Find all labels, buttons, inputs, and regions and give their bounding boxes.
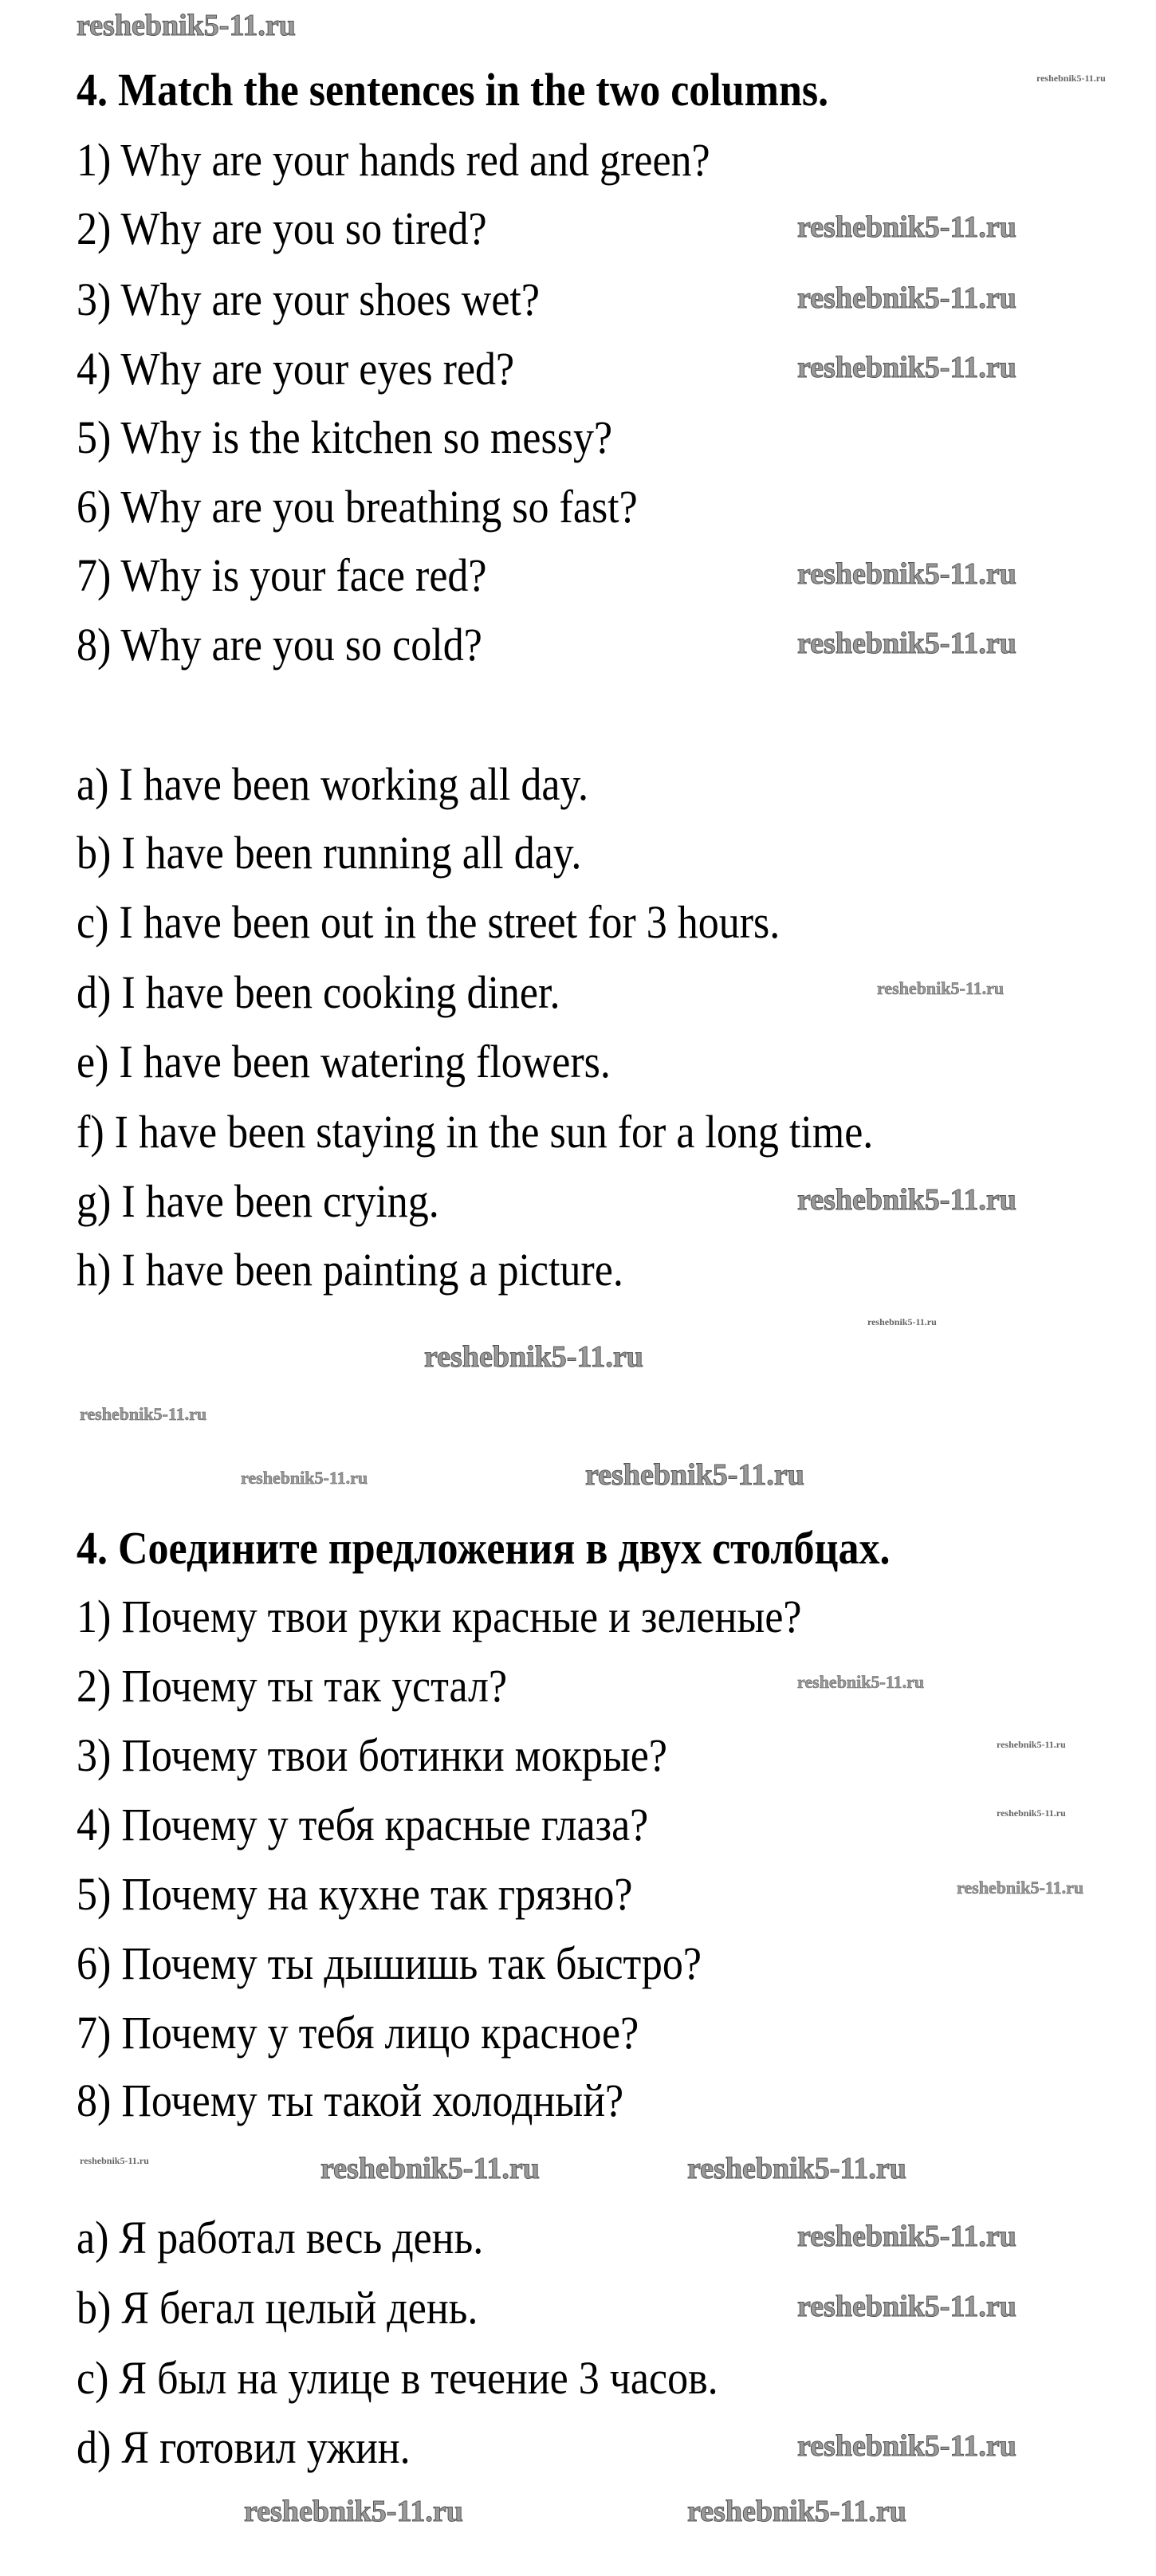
answer-g: g) I have been crying. (77, 1176, 439, 1228)
watermark: reshebnik5-11.ru (867, 1316, 937, 1327)
question-ru-8: 8) Почему ты такой холодный? (77, 2075, 624, 2127)
question-ru-4: 4) Почему у тебя красные глаза? (77, 1799, 649, 1851)
question-ru-5: 5) Почему на кухне так грязно? (77, 1869, 633, 1921)
question-ru-1: 1) Почему твои руки красные и зеленые? (77, 1591, 802, 1643)
watermark: reshebnik5-11.ru (585, 1458, 804, 1492)
watermark: reshebnik5-11.ru (877, 978, 1005, 998)
question-7: 7) Why is your face red? (77, 550, 487, 602)
question-8: 8) Why are you so cold? (77, 619, 482, 671)
answer-d: d) I have been cooking diner. (77, 967, 560, 1019)
answer-ru-c: c) Я был на улице в течение 3 часов. (77, 2353, 718, 2405)
question-3: 3) Why are your shoes wet? (77, 274, 540, 326)
watermark: reshebnik5-11.ru (244, 2495, 463, 2528)
question-ru-6: 6) Почему ты дышишь так быстро? (77, 1938, 702, 1990)
watermark: reshebnik5-11.ru (797, 2429, 1016, 2463)
answer-ru-d: d) Я готовил ужин. (77, 2422, 411, 2474)
watermark: reshebnik5-11.ru (797, 1183, 1016, 1217)
question-ru-7: 7) Почему у тебя лицо красное? (77, 2008, 639, 2059)
question-6: 6) Why are you breathing so fast? (77, 482, 638, 533)
exercise-title-ru: 4. Соедините предложения в двух столбцах. (77, 1523, 891, 1575)
answer-b: b) I have been running all day. (77, 828, 582, 879)
watermark: reshebnik5-11.ru (797, 351, 1016, 384)
question-4: 4) Why are your eyes red? (77, 344, 515, 395)
exercise-title-en: 4. Match the sentences in the two columns. (77, 65, 829, 116)
watermark: reshebnik5-11.ru (320, 2152, 540, 2185)
watermark: reshebnik5-11.ru (957, 1878, 1084, 1898)
answer-h: h) I have been painting a picture. (77, 1245, 623, 1296)
watermark: reshebnik5-11.ru (424, 1340, 643, 1374)
question-ru-2: 2) Почему ты так устал? (77, 1661, 508, 1713)
watermark: reshebnik5-11.ru (797, 1672, 925, 1692)
watermark: reshebnik5-11.ru (77, 9, 296, 42)
answer-f: f) I have been staying in the sun for a long time. (77, 1107, 874, 1158)
watermark: reshebnik5-11.ru (997, 1739, 1066, 1750)
watermark: reshebnik5-11.ru (80, 2155, 149, 2166)
watermark: reshebnik5-11.ru (687, 2495, 906, 2528)
question-2: 2) Why are you so tired? (77, 203, 487, 255)
watermark: reshebnik5-11.ru (797, 627, 1016, 660)
watermark: reshebnik5-11.ru (687, 2152, 906, 2185)
watermark: reshebnik5-11.ru (797, 210, 1016, 244)
answer-c: c) I have been out in the street for 3 hours. (77, 897, 780, 949)
answer-a: a) I have been working all day. (77, 759, 589, 811)
question-ru-3: 3) Почему твои ботинки мокрые? (77, 1730, 667, 1782)
watermark: reshebnik5-11.ru (797, 2290, 1016, 2323)
watermark: reshebnik5-11.ru (797, 2220, 1016, 2253)
watermark: reshebnik5-11.ru (1036, 73, 1106, 84)
question-1: 1) Why are your hands red and green? (77, 135, 710, 187)
question-5: 5) Why is the kitchen so messy? (77, 412, 613, 464)
answer-e: e) I have been watering flowers. (77, 1036, 611, 1088)
watermark: reshebnik5-11.ru (797, 281, 1016, 315)
answer-ru-b: b) Я бегал целый день. (77, 2283, 478, 2334)
watermark: reshebnik5-11.ru (80, 1404, 207, 1424)
watermark: reshebnik5-11.ru (797, 557, 1016, 591)
watermark: reshebnik5-11.ru (241, 1468, 368, 1488)
answer-ru-a: a) Я работал весь день. (77, 2212, 484, 2264)
watermark: reshebnik5-11.ru (997, 1807, 1066, 1819)
